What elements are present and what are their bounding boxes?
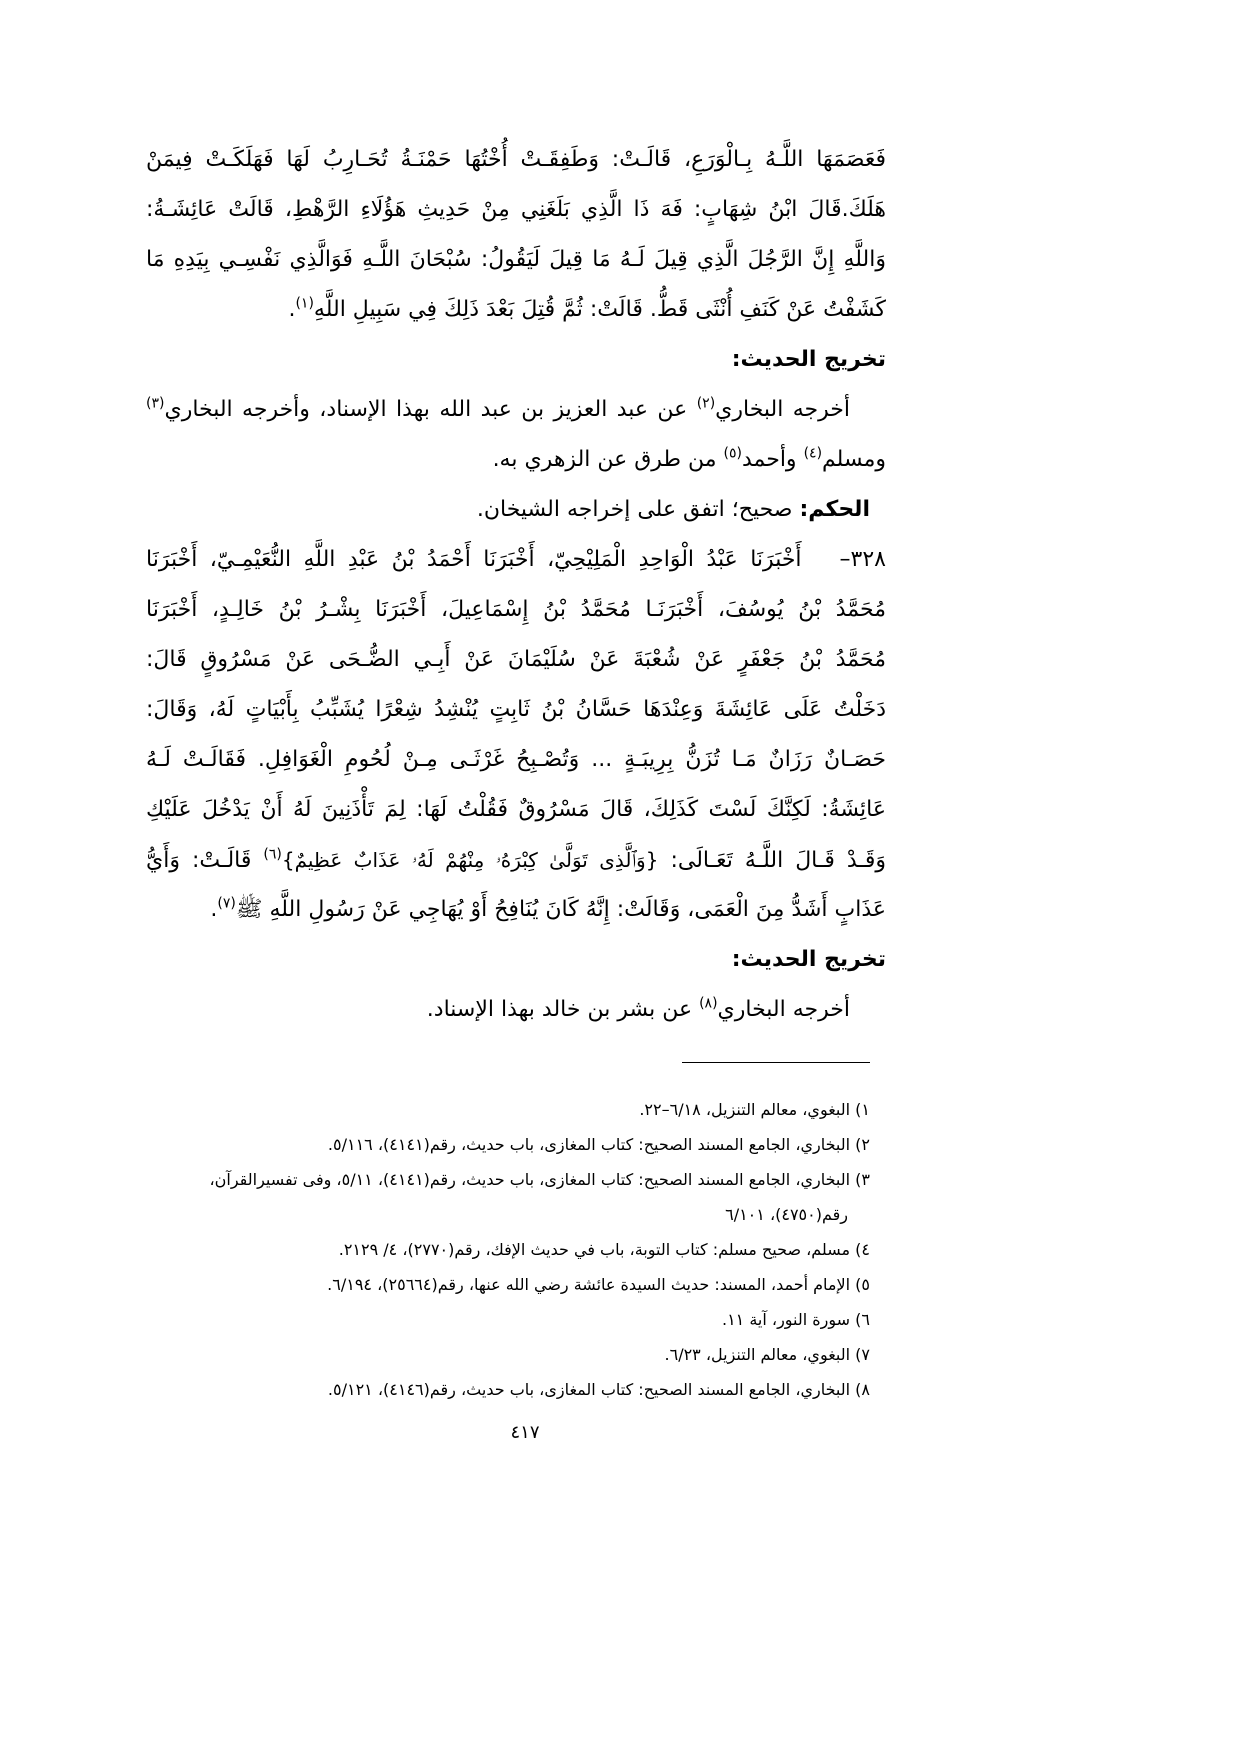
hadith-328-line-7-a: وَقَـدْ قَـالَ اللَّـهُ تَعَـالَى: bbox=[658, 848, 887, 873]
hadith-328-line-5: حَصَـانٌ رَزَانٌ مَـا تُزَنُّ بِرِيبَـةٍ ... وَتُصْـبِحُ غَرْثَـى مِـنْ لُحُومِ الْغَوَافِلِ. فَقَالَـتْ لَـهُ bbox=[146, 747, 886, 772]
footnote-8: ٨) البخاري، الجامع المسند الصحيح: كتاب المغازى، باب حديث، رقم(٤١٤٦)، ٥/١٢١. bbox=[327, 1380, 870, 1399]
footnote-4: ٤) مسلم، صحيح مسلم: كتاب التوبة، باب في حديث الإفك، رقم(٢٧٧٠)، ٤/ ٢١٢٩. bbox=[338, 1240, 870, 1259]
hadith-328-line-1-text: أَخْبَرَنَا عَبْدُ الْوَاحِدِ الْمَلِيْحِيّ، أَخْبَرَنَا أَحْمَدُ بْنُ عَبْدِ اللَّهِ النُّعَيْمِـيّ، أَخْبَرَنَا bbox=[146, 547, 802, 572]
page-number: ٤١٧ bbox=[510, 1422, 540, 1443]
hadith-327-line-4-text: كَشَفْتُ عَنْ كَنَفِ أُنْثَى قَطُّ. قَالَتْ: ثُمَّ قُتِلَ بَعْدَ ذَلِكَ فِي سَبِيلِ اللَّهِ bbox=[313, 297, 886, 322]
footnote-ref-4: (٤) bbox=[803, 445, 823, 462]
footnote-1: ١) البغوي، معالم التنزيل، ٦/١٨–٢٢. bbox=[639, 1100, 870, 1119]
footnote-3: ٣) البخاري، الجامع المسند الصحيح: كتاب المغازى، باب حديث، رقم(٤١٤١)، ٥/١١، وفى تفسيرالقرآن، bbox=[209, 1170, 870, 1189]
footnote-ref-8: (٨) bbox=[699, 995, 718, 1012]
hadith-327-line-4 bbox=[146, 285, 886, 335]
footnote-ref-1: (١) bbox=[295, 295, 314, 312]
hadith-328-line-4: دَخَلْتُ عَلَى عَائِشَةَ وَعِنْدَهَا حَسَّانُ بْنُ ثَابِتٍ يُنْشِدُ شِعْرًا يُشَبِّبُ بِأَبْيَاتٍ لَهُ، وَقَالَ: bbox=[146, 697, 886, 722]
takhrij-1-line-2-a: ومسلم bbox=[822, 447, 886, 472]
hadith-328-line-7 bbox=[146, 835, 886, 885]
hadith-328-line-8 bbox=[146, 885, 886, 935]
hadith-328-line-8-text: عَذَابٍ أَشَدُّ مِنَ الْعَمَى، وَقَالَتْ: إِنَّهُ كَانَ يُنَافِحُ أَوْ يُهَاجِي عَنْ رَسُولِ اللَّهِ ﷺ bbox=[235, 897, 886, 922]
quran-verse: {وَٱلَّذِى تَوَلَّىٰ كِبْرَهُۥ مِنْهُمْ لَهُۥ عَذَابٌ عَظِيمٌ} bbox=[281, 848, 659, 872]
hadith-328-line-3: مُحَمَّدُ بْنُ جَعْفَرٍ عَنْ شُعْبَةَ عَنْ سُلَيْمَانَ عَنْ أَبِـي الضُّـحَى عَنْ مَسْرُوقٍ قَالَ: bbox=[146, 647, 886, 672]
footnote-ref-7: (٧) bbox=[217, 895, 236, 912]
hadith-327-line-4-end: . bbox=[288, 297, 296, 322]
takhrij-1-line-2-c: من طرق عن الزهري به. bbox=[492, 447, 724, 472]
hukm-text: صحيح؛ اتفق على إخراجه الشيخان. bbox=[476, 497, 800, 522]
footnote-ref-6: (٦) bbox=[263, 846, 282, 863]
footnote-6: ٦) سورة النور، آية ١١. bbox=[721, 1310, 870, 1329]
takhrij-1-line-1-b: عن عبد العزيز بن عبد الله بهذا الإسناد، وأخرجه البخاري bbox=[164, 397, 697, 422]
takhrij-1-line-1-a: أخرجه البخاري bbox=[715, 397, 850, 422]
footnote-2: ٢) البخاري، الجامع المسند الصحيح: كتاب المغازى، باب حديث، رقم(٤١٤١)، ٥/١١٦. bbox=[327, 1135, 870, 1154]
main-text bbox=[146, 135, 886, 1035]
hukm-label: الحكم: bbox=[799, 497, 870, 522]
takhrij-heading-2: تخريج الحديث: bbox=[731, 947, 886, 972]
footnote-ref-5: (٥) bbox=[723, 445, 742, 462]
takhrij-2-line-1 bbox=[146, 985, 886, 1035]
takhrij-2-line-1-b: عن بشر بن خالد بهذا الإسناد. bbox=[426, 997, 700, 1022]
hadith-number: ٣٢٨– bbox=[839, 547, 886, 572]
hadith-327-line-3: وَاللَّهِ إِنَّ الرَّجُلَ الَّذِي قِيلَ لَـهُ مَا قِيلَ لَيَقُولُ: سُبْحَانَ اللَّـهِ فَوَالَّذِي نَفْسِـي بِيَدِهِ مَا bbox=[146, 247, 886, 272]
footnote-ref-2: (٢) bbox=[696, 395, 716, 412]
hukm-line bbox=[146, 485, 886, 535]
footnote-separator bbox=[682, 1062, 870, 1063]
hadith-327-line-1: فَعَصَمَهَا اللَّـهُ بِـالْوَرَعِ، قَالَـتْ: وَطَفِقَـتْ أُخْتُهَا حَمْنَـةُ تُحَـارِبُ لَهَا فَهَلَكَـتْ فِيمَنْ bbox=[146, 147, 886, 172]
footnote-7: ٧) البغوي، معالم التنزيل، ٦/٢٣. bbox=[664, 1345, 870, 1364]
footnotes bbox=[146, 1092, 870, 1407]
hadith-328-line-1 bbox=[146, 535, 886, 585]
takhrij-2-line-1-a: أخرجه البخاري bbox=[717, 997, 850, 1022]
hadith-328-line-7-b: قَالَـتْ: وَأَيُّ bbox=[146, 848, 264, 873]
hadith-328-line-8-end: . bbox=[210, 897, 218, 922]
footnote-3-continued: رقم(٤٧٥٠)، ٦/١٠١ bbox=[725, 1205, 848, 1224]
footnote-5: ٥) الإمام أحمد، المسند: حديث السيدة عائشة رضي الله عنها، رقم(٢٥٦٦٤)، ٦/١٩٤. bbox=[327, 1275, 870, 1294]
footnote-ref-3: (٣) bbox=[146, 395, 165, 412]
takhrij-1-line-2-b: وأحمد bbox=[741, 447, 804, 472]
hadith-327-line-2: هَلَكَ.قَالَ ابْنُ شِهَابٍ: فَهَ ذَا الَّذِي بَلَغَنِي مِنْ حَدِيثِ هَؤُلَاءِ الرَّهْطِ، قَالَتْ عَائِشَـةُ: bbox=[146, 197, 886, 222]
hadith-328-line-2: مُحَمَّدُ بْنُ يُوسُفَ، أَخْبَرَنَـا مُحَمَّدُ بْنُ إِسْمَاعِيلَ، أَخْبَرَنَا بِشْـرُ بْنُ خَالِـدٍ، أَخْبَرَنَا bbox=[146, 597, 886, 622]
takhrij-1-line-2 bbox=[146, 435, 886, 485]
takhrij-heading-1: تخريج الحديث: bbox=[731, 347, 886, 372]
takhrij-1-line-1 bbox=[146, 385, 886, 435]
hadith-328-line-6: عَائِشَةُ: لَكِنَّكَ لَسْتَ كَذَلِكَ، قَالَ مَسْرُوقٌ فَقُلْتُ لَهَا: لِمَ تَأْذَنِينَ لَهُ أَنْ يَدْخُلَ عَلَيْكِ bbox=[146, 797, 886, 822]
